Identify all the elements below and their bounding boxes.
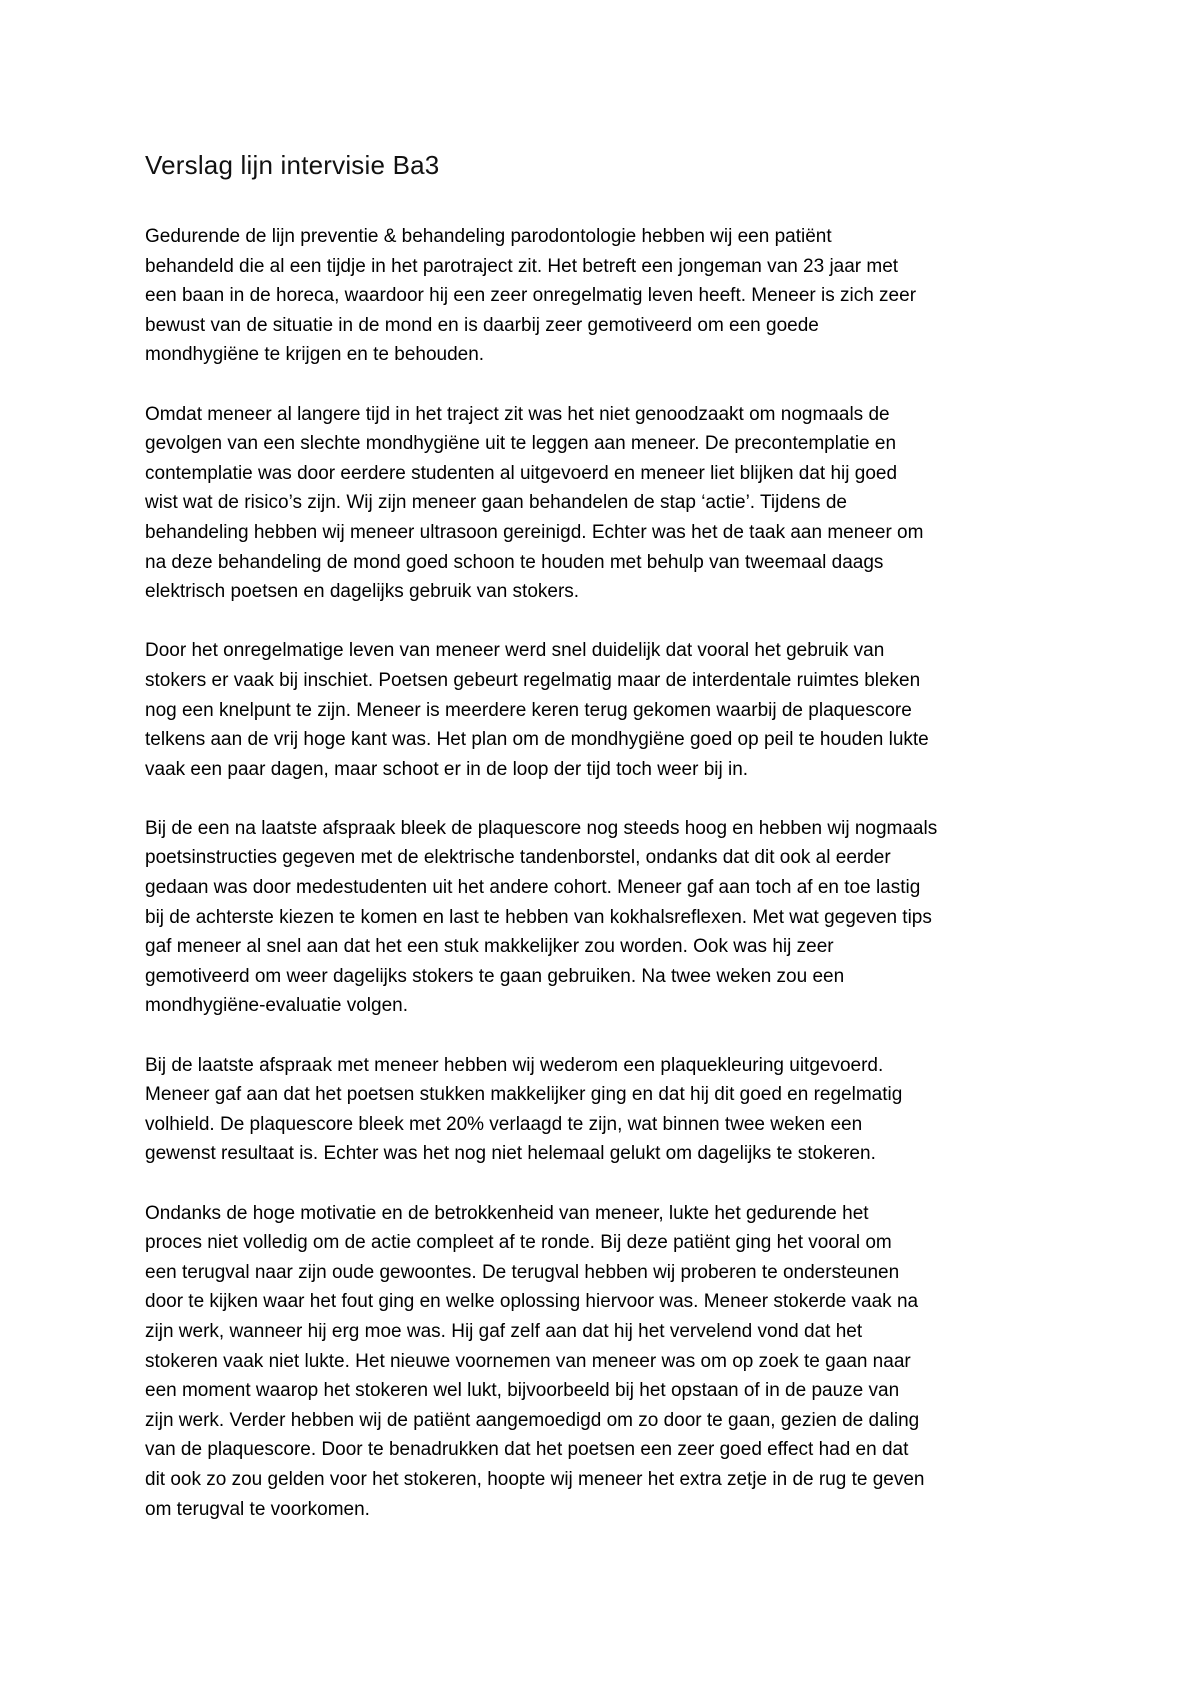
paragraph [145, 814, 1075, 1021]
paragraph-line: zijn werk. Verder hebben wij de patiënt aangemoedigd om zo door te gaan, gezien de daling [145, 1409, 920, 1431]
paragraph-line: elektrisch poetsen en dagelijks gebruik van stokers. [145, 581, 580, 603]
paragraph-line: gedaan was door medestudenten uit het andere cohort. Meneer gaf aan toch af en toe lastig [145, 877, 921, 899]
paragraph-line: Ondanks de hoge motivatie en de betrokkenheid van meneer, lukte het gedurende het [145, 1202, 869, 1224]
document-body [145, 222, 1075, 1554]
paragraph [145, 400, 1075, 607]
paragraph-line: een moment waarop het stokeren wel lukt, bijvoorbeeld bij het opstaan of in de pauze van [145, 1380, 900, 1402]
paragraph-line: poetsinstructies gegeven met de elektrische tandenborstel, ondanks dat dit ook al eerder [145, 847, 891, 869]
paragraph [145, 1199, 1075, 1525]
paragraph-line: telkens aan de vrij hoge kant was. Het plan om de mondhygiëne goed op peil te houden lukte [145, 729, 929, 751]
paragraph-line: bij de achterste kiezen te komen en last te hebben van kokhalsreflexen. Met wat gegeven tips [145, 906, 932, 928]
paragraph [145, 222, 1075, 370]
paragraph-line: Door het onregelmatige leven van meneer werd snel duidelijk dat vooral het gebruik van [145, 640, 885, 662]
paragraph-line: volhield. De plaquescore bleek met 20% verlaagd te zijn, wat binnen twee weken een [145, 1113, 863, 1135]
paragraph-line: mondhygiëne-evaluatie volgen. [145, 995, 409, 1017]
paragraph-line: gewenst resultaat is. Echter was het nog niet helemaal gelukt om dagelijks te stokeren. [145, 1143, 876, 1165]
paragraph-line: contemplatie was door eerdere studenten al uitgevoerd en meneer liet blijken dat hij goed [145, 462, 898, 484]
paragraph-line: door te kijken waar het fout ging en welke oplossing hiervoor was. Meneer stokerde vaak na [145, 1291, 919, 1313]
paragraph-line: behandeld die al een tijdje in het parotraject zit. Het betreft een jongeman van 23 jaar met [145, 255, 899, 277]
paragraph-line: een terugval naar zijn oude gewoontes. De terugval hebben wij proberen te ondersteunen [145, 1261, 900, 1283]
paragraph [145, 1051, 1075, 1169]
paragraph-line: vaak een paar dagen, maar schoot er in de loop der tijd toch weer bij in. [145, 758, 749, 780]
paragraph-line: Meneer gaf aan dat het poetsen stukken makkelijker ging en dat hij dit goed en regelmatig [145, 1084, 903, 1106]
paragraph-line: behandeling hebben wij meneer ultrasoon gereinigd. Echter was het de taak aan meneer om [145, 521, 924, 543]
paragraph-line: een baan in de horeca, waardoor hij een zeer onregelmatig leven heeft. Meneer is zich zeer [145, 285, 917, 307]
paragraph-line: na deze behandeling de mond goed schoon te houden met behulp van tweemaal daags [145, 551, 884, 573]
paragraph-line: om terugval te voorkomen. [145, 1498, 370, 1520]
paragraph [145, 636, 1075, 784]
paragraph-line: gemotiveerd om weer dagelijks stokers te gaan gebruiken. Na twee weken zou een [145, 965, 845, 987]
paragraph-line: bewust van de situatie in de mond en is daarbij zeer gemotiveerd om een goede [145, 314, 819, 336]
paragraph-line: Bij de een na laatste afspraak bleek de plaquescore nog steeds hoog en hebben wij nogmaals [145, 817, 938, 839]
paragraph-line: van de plaquescore. Door te benadrukken dat het poetsen een zeer goed effect had en dat [145, 1439, 909, 1461]
paragraph-line: gaf meneer al snel aan dat het een stuk makkelijker zou worden. Ook was hij zeer [145, 936, 834, 958]
paragraph-line: proces niet volledig om de actie compleet af te ronde. Bij deze patiënt ging het vooral om [145, 1232, 892, 1254]
paragraph-line: stokers er vaak bij inschiet. Poetsen gebeurt regelmatig maar de interdentale ruimtes bleken [145, 669, 921, 691]
paragraph-line: gevolgen van een slechte mondhygiëne uit te leggen aan meneer. De precontemplatie en [145, 433, 897, 455]
paragraph-line: wist wat de risico’s zijn. Wij zijn meneer gaan behandelen de stap ‘actie’. Tijdens de [145, 492, 847, 514]
paragraph-line: Bij de laatste afspraak met meneer hebben wij wederom een plaquekleuring uitgevoerd. [145, 1054, 884, 1076]
paragraph-line: zijn werk, wanneer hij erg moe was. Hij gaf zelf aan dat hij het vervelend vond dat het [145, 1320, 863, 1342]
document-title: Verslag lijn intervisie Ba3 [145, 150, 440, 180]
paragraph-line: nog een knelpunt te zijn. Meneer is meerdere keren terug gekomen waarbij de plaquescore [145, 699, 912, 721]
paragraph-line: mondhygiëne te krijgen en te behouden. [145, 344, 485, 366]
paragraph-line: stokeren vaak niet lukte. Het nieuwe voornemen van meneer was om op zoek te gaan naar [145, 1350, 911, 1372]
paragraph-line: Omdat meneer al langere tijd in het traject zit was het niet genoodzaakt om nogmaals de [145, 403, 890, 425]
paragraph-line: Gedurende de lijn preventie & behandeling parodontologie hebben wij een patiënt [145, 226, 832, 247]
paragraph-line: dit ook zo zou gelden voor het stokeren, hoopte wij meneer het extra zetje in de rug te geven [145, 1468, 925, 1490]
